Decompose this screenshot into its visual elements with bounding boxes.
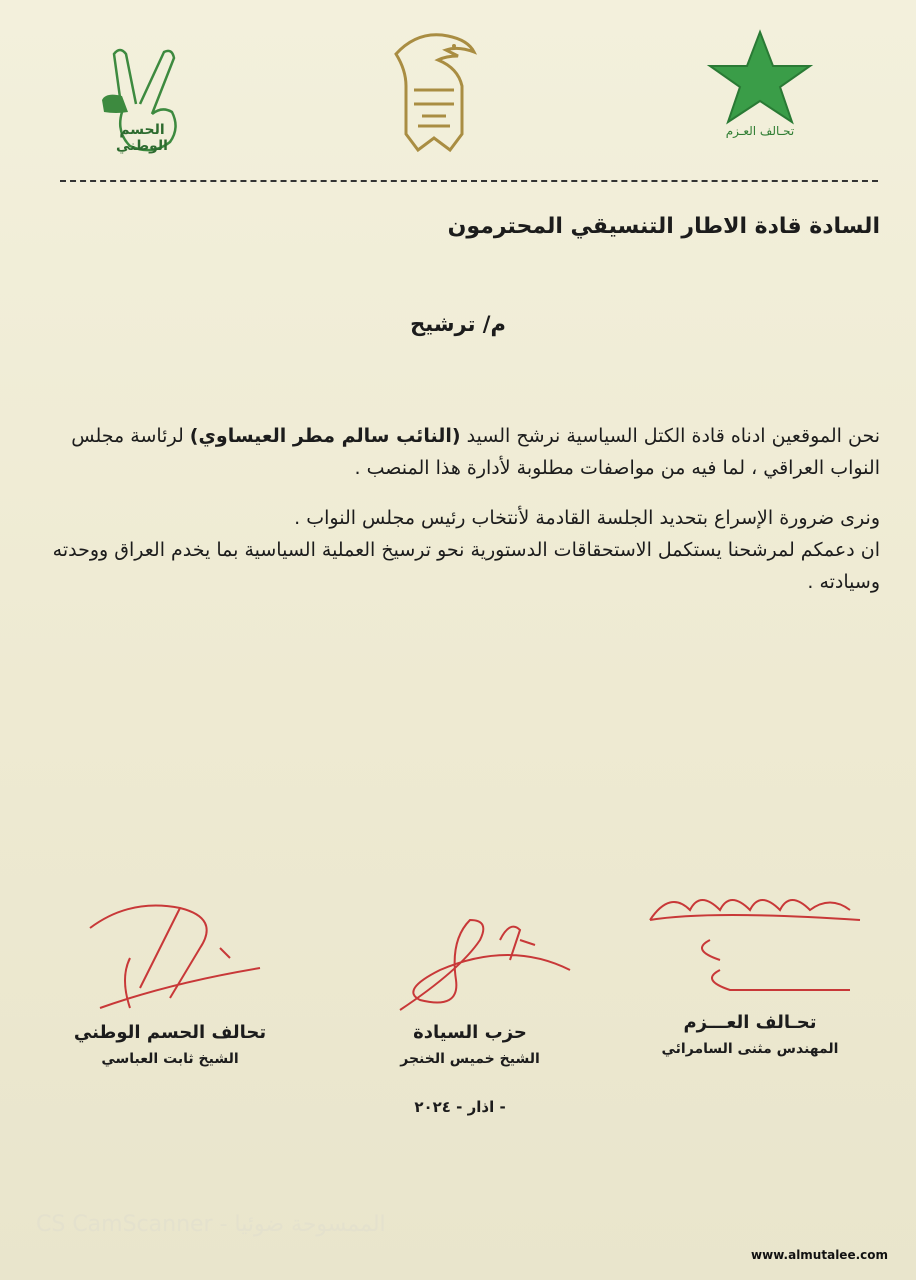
signatory-party-hasm: تحالف الحسم الوطني: [73, 1022, 267, 1043]
body-paragraph-2: ونرى ضرورة الإسراع بتحديد الجلسة القادمة لأنتخاب رئيس مجلس النواب .: [294, 507, 880, 529]
body-paragraph-3: ان دعمكم لمرشحنا يستكمل الاستحقاقات الدستورية نحو ترسيخ العملية السياسية بما يخدم العراق ووحدته وسيادته .: [52, 539, 880, 593]
signatory-name-hasm: الشيخ ثابت العباسي: [101, 1051, 239, 1067]
letter-subject: م/ ترشيح: [410, 312, 506, 336]
letter-date: - اذار - ٢٠٢٤: [414, 1098, 506, 1116]
signature-block-siyada: [340, 900, 600, 1067]
azm-logo-caption: تحـالف العـزم: [725, 124, 795, 138]
green-star-icon: [700, 28, 820, 128]
siyada-party-emblem: [388, 26, 480, 156]
signatory-party-siyada: حزب السيادة: [413, 1022, 527, 1043]
body-paragraph-1: نحن الموقعين ادناه قادة الكتل السياسية نرشح السيد (النائب سالم مطر العيساوي) لرئاسة مجلس النواب العراقي ، لما فيه من مواصفات مطلوبة لأدارة هذا المنصب .: [71, 425, 880, 479]
signature-block-azm: [620, 880, 880, 1057]
signatory-name-azm: المهندس مثنى السامرائي: [661, 1041, 839, 1057]
faded-scanner-watermark: CS CamScanner - الممسوحة ضوئيا: [36, 1212, 386, 1237]
header-divider: [60, 180, 878, 182]
letter-body: [40, 420, 880, 598]
azm-alliance-logo: [700, 28, 820, 148]
handwritten-signature-right: [630, 880, 870, 1008]
candidate-name: (النائب سالم مطر العيساوي): [189, 425, 461, 447]
site-watermark: www.almutalee.com: [751, 1248, 888, 1262]
handwritten-signature-left: [70, 888, 270, 1018]
addressee-line: السادة قادة الاطار التنسيقي المحترمون: [447, 214, 880, 239]
hasm-logo-text: الحسم الوطني: [116, 122, 168, 154]
handwritten-signature-center: [360, 900, 580, 1018]
signatory-party-azm: تحـالف العـــزم: [683, 1012, 817, 1033]
eagle-emblem-icon: [388, 26, 480, 156]
hasm-alliance-logo: [92, 42, 192, 162]
signatory-name-siyada: الشيخ خميس الخنجر: [400, 1051, 540, 1067]
signature-block-hasm: [40, 888, 300, 1067]
